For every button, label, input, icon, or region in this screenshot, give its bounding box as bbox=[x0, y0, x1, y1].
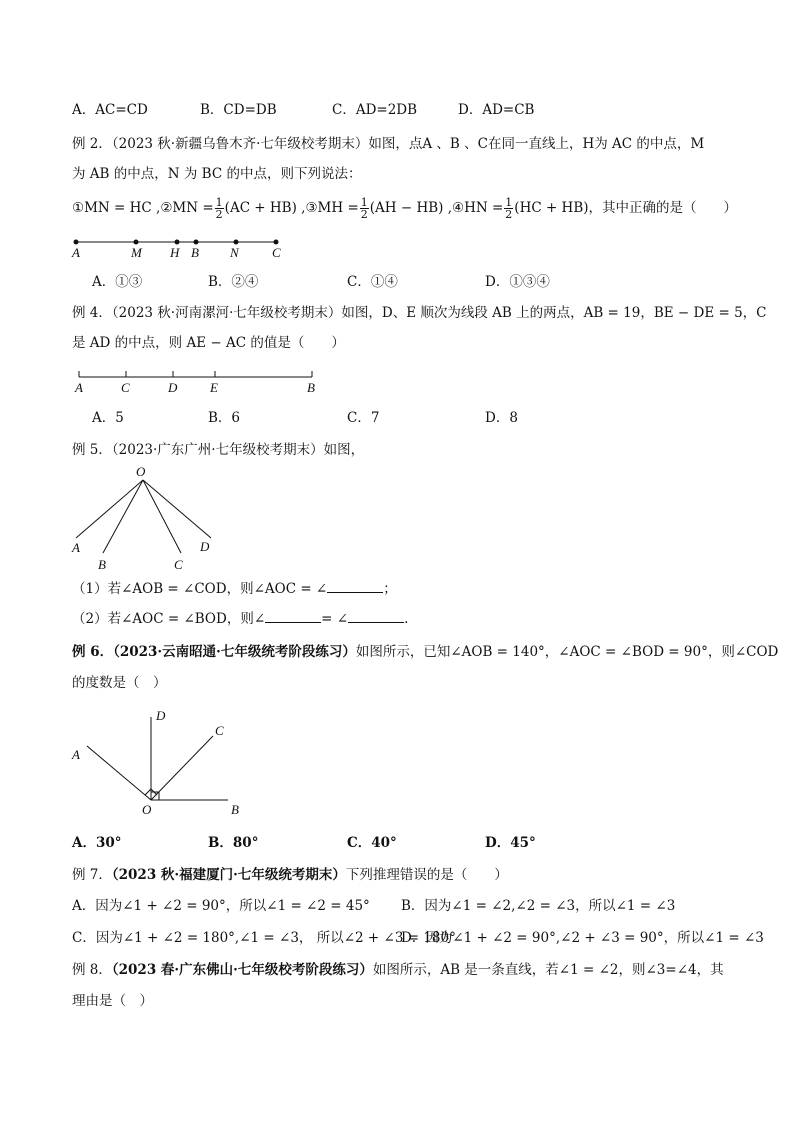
half-fraction: $\frac{1}{2}$ bbox=[505, 196, 513, 221]
ex4-option-a: A．5 bbox=[92, 410, 124, 426]
prev-option-d: D．AD=CB bbox=[458, 102, 535, 118]
ex8-source: （2023 春·广东佛山·七年级校考阶段练习） bbox=[111, 962, 373, 978]
ex2-s4: (HC + HB) bbox=[514, 200, 589, 216]
ex6-point-o: O bbox=[142, 802, 152, 817]
ex6-option-a: A．30° bbox=[72, 835, 122, 851]
ex5-point-o: O bbox=[136, 464, 146, 479]
ex5-label: 例 5． bbox=[72, 442, 112, 458]
ex2-text2: 为 AB 的中点，N 为 BC 的中点，则下列说法： bbox=[72, 166, 362, 182]
ex2-tail: ，其中正确的是（ ） bbox=[588, 200, 738, 216]
ex2-point-c: C bbox=[272, 245, 281, 260]
ex7-line1 bbox=[72, 865, 508, 885]
ex4-point-d: D bbox=[168, 380, 178, 395]
ex2-source: （2023 秋·新疆乌鲁木齐·七年级校考期末） bbox=[111, 136, 369, 152]
ex2-s1: ①MN = HC ,②MN = bbox=[72, 200, 214, 216]
ex6-option-c: C．40° bbox=[347, 835, 397, 851]
ex2-point-b: B bbox=[191, 245, 199, 260]
ex8-line1 bbox=[72, 960, 724, 980]
ex5-q2: （2）若∠AOC = ∠BOD，则∠ = ∠ . bbox=[72, 611, 409, 627]
ex4-point-c: C bbox=[121, 380, 130, 395]
ex2-option-a: A．①③ bbox=[92, 274, 143, 290]
ex6-point-c: C bbox=[215, 723, 224, 738]
ex2-option-c: C．①④ bbox=[347, 274, 398, 290]
ex2-point-m: M bbox=[131, 245, 142, 260]
prev-option-c: C．AD=2DB bbox=[332, 102, 418, 118]
ex5-text1: 如图， bbox=[323, 442, 365, 458]
ex6-label: 例 6． bbox=[72, 644, 114, 660]
ex2-option-b: B．②④ bbox=[208, 274, 259, 290]
ex2-point-n: N bbox=[230, 245, 239, 260]
ex5-point-a: A bbox=[72, 540, 80, 555]
ex6-text1: 如图所示，已知∠AOB = 140°，∠AOC = ∠BOD = 90°，则∠COD bbox=[355, 644, 779, 660]
ex2-option-d: D．①③④ bbox=[485, 274, 550, 290]
ex4-option-b: B．6 bbox=[208, 410, 241, 426]
ex8-text1: 如图所示，AB 是一条直线，若∠1 = ∠2，则∠3=∠4，其 bbox=[372, 962, 724, 978]
ex4-label: 例 4． bbox=[72, 305, 112, 321]
ex6-source: （2023·云南昭通·七年级统考阶段练习） bbox=[113, 644, 356, 660]
ex8-text2: 理由是（ ） bbox=[72, 993, 153, 1009]
ex7-text1: 下列推理错误的是（ ） bbox=[345, 867, 508, 883]
ex6-point-b: B bbox=[231, 802, 239, 817]
ex4-text1: 如图，D、E 顺次为线段 AB 上的两点，AB = 19，BE − DE = 5，C bbox=[341, 305, 767, 321]
ex6-point-d: D bbox=[156, 708, 166, 723]
ex5-point-d: D bbox=[200, 539, 210, 554]
ex7-option-d: D．因为∠1 + ∠2 = 90°,∠2 + ∠3 = 90°，所以∠1 = ∠3 bbox=[401, 930, 764, 946]
ex7-option-a: A．因为∠1 + ∠2 = 90°，所以∠1 = ∠2 = 45° bbox=[72, 898, 370, 914]
ex4-point-b: B bbox=[307, 380, 315, 395]
ex4-source: （2023 秋·河南漯河·七年级校考期末） bbox=[111, 305, 342, 321]
ex7-source: （2023 秋·福建厦门·七年级统考期末） bbox=[111, 867, 346, 883]
ex4-point-e: E bbox=[210, 380, 218, 395]
ex4-option-c: C．7 bbox=[347, 410, 380, 426]
ex6-point-a: A bbox=[72, 747, 80, 762]
ex5-point-c: C bbox=[174, 557, 183, 572]
ex5-source: （2023·广东广州·七年级校考期末） bbox=[111, 442, 324, 458]
ex6-option-d: D．45° bbox=[485, 835, 536, 851]
half-fraction: $\frac{1}{2}$ bbox=[215, 196, 223, 221]
ex8-label: 例 8． bbox=[72, 962, 112, 978]
ex2-text1: 如图，点A 、B 、C在同一直线上，H为 AC 的中点，M bbox=[368, 136, 705, 152]
half-fraction: $\frac{1}{2}$ bbox=[360, 196, 368, 221]
ex2-point-h: H bbox=[170, 245, 180, 260]
prev-option-b: B．CD=DB bbox=[200, 102, 277, 118]
prev-option-a: A．AC=CD bbox=[72, 102, 148, 118]
ex2-point-a: A bbox=[72, 245, 80, 260]
ex7-label: 例 7． bbox=[72, 867, 112, 883]
ex5-q1: （1）若∠AOB = ∠COD，则∠AOC = ∠ ； bbox=[72, 581, 397, 597]
ex2-s2: (AC + HB) ,③MH = bbox=[224, 200, 359, 216]
ex7-option-c: C．因为∠1 + ∠2 = 180°,∠1 = ∠3， 所以∠2 + ∠3 = 180° bbox=[72, 930, 456, 946]
ex4-option-d: D．8 bbox=[485, 410, 518, 426]
ex7-option-b: B．因为∠1 = ∠2,∠2 = ∠3，所以∠1 = ∠3 bbox=[401, 898, 676, 914]
ex4-point-a: A bbox=[75, 380, 83, 395]
ex2-s3: (AH − HB) ,④HN = bbox=[369, 200, 504, 216]
ex6-text2: 的度数是（ ） bbox=[72, 675, 167, 691]
ex2-label: 例 2． bbox=[72, 136, 112, 152]
ex5-point-b: B bbox=[98, 557, 106, 572]
ex6-option-b: B．80° bbox=[208, 835, 259, 851]
ex4-text2: 是 AD 的中点，则 AE − AC 的值是（ ） bbox=[72, 335, 345, 351]
